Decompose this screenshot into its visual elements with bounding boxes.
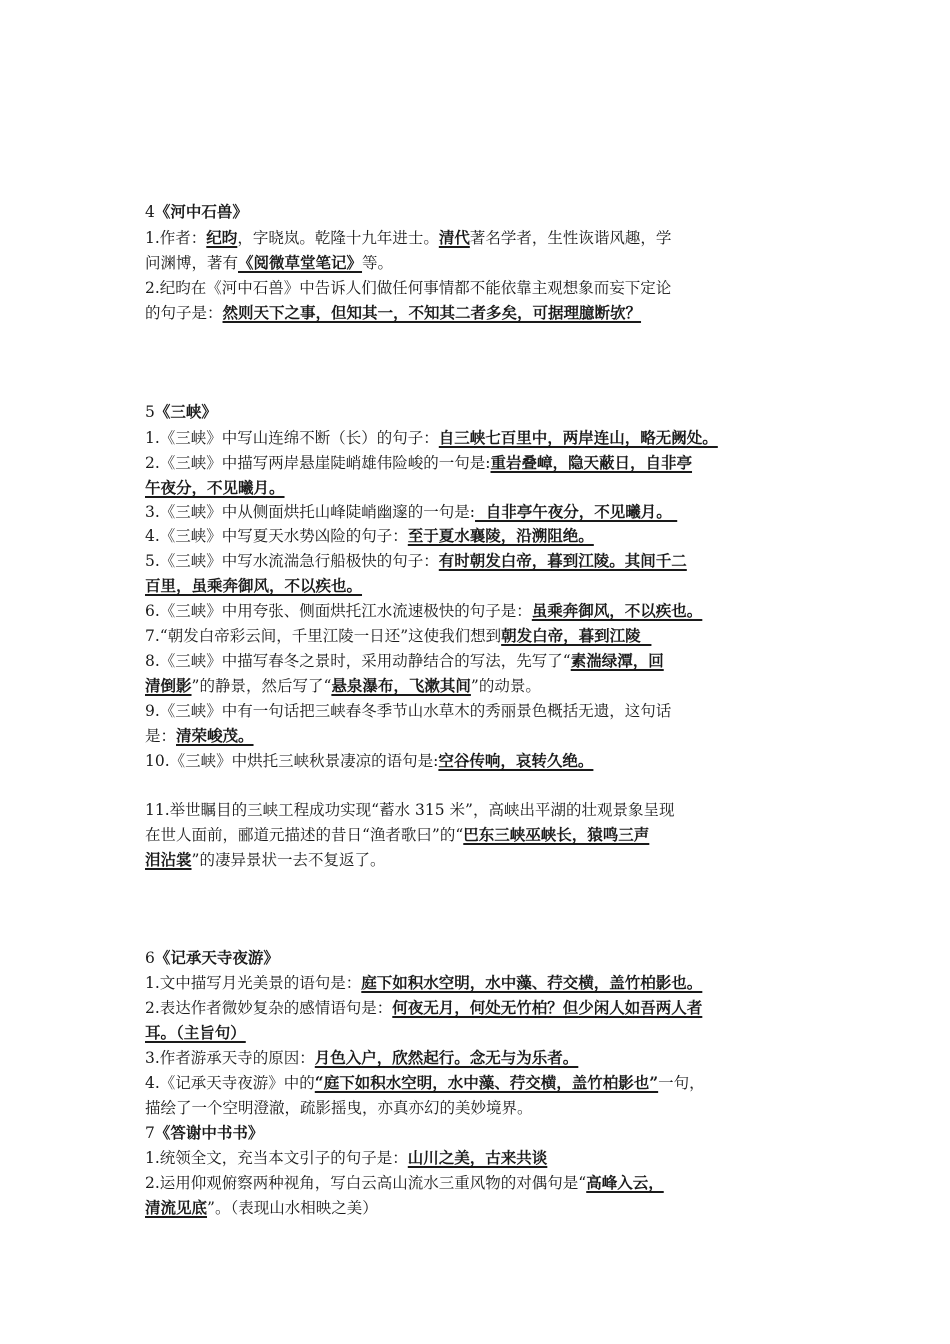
s5-q9-cont: 是：清荣峻茂。: [145, 726, 254, 745]
s5-q2-cont: 午夜分，不见曦月。: [145, 478, 285, 497]
s5-q5-cont: 百里，虽乘奔御风，不以疾也。: [145, 576, 363, 595]
s5-q8: 8.《三峡》中描写春冬之景时，采用动静结合的写法，先写了“素湍绿潭，回: [145, 651, 664, 670]
s6-q4-cont: 描绘了一个空明澄澈，疏影摇曳，亦真亦幻的美妙境界。: [145, 1099, 533, 1117]
section-5-heading: 5《三峡》: [145, 402, 217, 421]
s4-line-4: 的句子是：然则天下之事，但知其一，不知其二者多矣，可据理臆断欤？: [145, 303, 642, 322]
s6-q2-cont: 耳。（主旨句）: [145, 1023, 246, 1042]
s7-q2: 2.运用仰观俯察两种视角，写白云高山流水三重风物的对偶句是“高峰入云，: [145, 1173, 664, 1192]
s4-line-1: 1.作者：纪昀，字晓岚。乾隆十九年进士。清代著名学者，生性诙谐风趣，学: [145, 228, 672, 247]
s5-q11-cont: 在世人面前，郦道元描述的昔日“渔者歌曰”的“巴东三峡巫峡长，猿鸣三声: [145, 825, 650, 844]
section-4-heading: 4《河中石兽》: [145, 202, 248, 221]
s5-q9: 9.《三峡》中有一句话把三峡春冬季节山水草木的秀丽景色概括无遗，这句话: [145, 702, 672, 720]
s5-q11-cont2: 泪沾裳”的凄异景状一去不复返了。: [145, 850, 386, 869]
s7-q1: 1.统领全文，充当本文引子的句子是：山川之美，古来共谈: [145, 1148, 548, 1167]
s5-q5: 5.《三峡》中写水流湍急行船极快的句子：有时朝发白帝，暮到江陵。其间千二: [145, 551, 687, 570]
s5-q8-cont: 清倒影”的静景，然后写了“悬泉瀑布，飞漱其间”的动景。: [145, 676, 541, 695]
s5-q11: 11.举世瞩目的三峡工程成功实现“蓄水 315 米”，高峡出平湖的壮观景象呈现: [145, 801, 675, 819]
s6-q4: 4.《记承天寺夜游》中的“庭下如积水空明，水中藻、荇交横，盖竹柏影也”一句，: [145, 1073, 705, 1092]
s5-q2: 2.《三峡》中描写两岸悬崖陡峭雄伟险峻的一句是:重岩叠嶂，隐天蔽日，自非亭: [145, 453, 693, 472]
s5-q6: 6.《三峡》中用夸张、侧面烘托江水流速极快的句子是：虽乘奔御风，不以疾也。: [145, 601, 703, 620]
s5-q3: 3.《三峡》中从侧面烘托山峰陡峭幽邃的一句是: 自非亭午夜分，不见曦月。: [145, 502, 678, 521]
s4-line-3: 2.纪昀在《河中石兽》中告诉人们做任何事情都不能依靠主观想象而妄下定论: [145, 279, 672, 297]
section-6-heading: 6《记承天寺夜游》: [145, 948, 279, 967]
s4-line-2: 问渊博，著有《阅微草堂笔记》等。: [145, 253, 394, 272]
s5-q4: 4.《三峡》中写夏天水势凶险的句子：至于夏水襄陵，沿溯阻绝。: [145, 526, 594, 545]
s5-q10: 10.《三峡》中烘托三峡秋景凄凉的语句是:空谷传响，哀转久绝。: [145, 751, 594, 770]
section-7-heading: 7《答谢中书书》: [145, 1123, 264, 1142]
s6-q3: 3.作者游承天寺的原因：月色入户，欣然起行。念无与为乐者。: [145, 1048, 579, 1067]
s5-q1: 1.《三峡》中写山连绵不断（长）的句子：自三峡七百里中，两岸连山，略无阙处。: [145, 428, 718, 447]
s7-q2-cont: 清流见底”。（表现山水相映之美）: [145, 1198, 378, 1217]
s6-q2: 2.表达作者微妙复杂的感情语句是：何夜无月，何处无竹柏？但少闲人如吾两人者: [145, 998, 703, 1017]
s6-q1: 1.文中描写月光美景的语句是：庭下如积水空明，水中藻、荇交横，盖竹柏影也。: [145, 973, 703, 992]
s5-q7: 7.“朝发白帝彩云间，千里江陵一日还”这使我们想到朝发白帝，暮到江陵: [145, 626, 652, 645]
